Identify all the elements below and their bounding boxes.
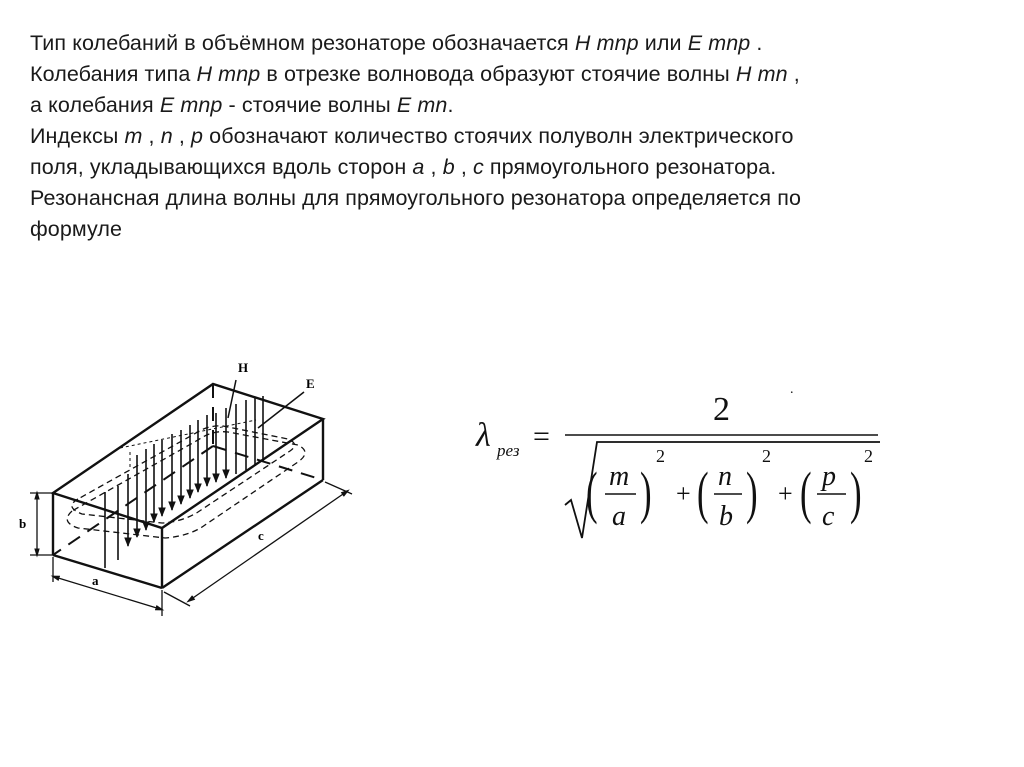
svg-text:n: n — [718, 461, 732, 492]
svg-text:2: 2 — [656, 446, 665, 466]
dimension-c — [164, 482, 352, 606]
svg-text:b: b — [719, 501, 733, 532]
formula-subscript: рез — [497, 441, 520, 460]
label-b: b — [19, 516, 27, 531]
text-line-3: а колебания E mnp - стоячие волны E mn. — [30, 93, 454, 117]
text-line-7: формуле — [30, 217, 123, 241]
dimension-b — [30, 493, 53, 555]
formula-equals: = — [533, 420, 550, 453]
svg-text:c: c — [822, 501, 835, 532]
slide-text — [30, 28, 990, 245]
formula-lambda: λ — [476, 417, 491, 454]
svg-text:): ) — [850, 461, 862, 526]
label-h: H — [238, 360, 249, 375]
svg-text:p: p — [822, 461, 836, 492]
text-line-4: Индексы m , n , p обозначают количество стоячих полуволн электрического — [30, 124, 794, 148]
svg-text:a: a — [612, 501, 626, 532]
resonator-diagram — [14, 352, 364, 627]
svg-text:2: 2 — [762, 446, 771, 466]
label-e: E — [306, 376, 315, 391]
formula-dot: . — [790, 382, 794, 397]
label-c: c — [258, 528, 264, 543]
text-line-1: Тип колебаний в объёмном резонаторе обозначается H mnp или E mnp . — [30, 31, 763, 55]
svg-text:(: ( — [799, 461, 812, 526]
svg-text:m: m — [609, 461, 630, 492]
term-m-a — [586, 446, 665, 532]
dimension-a — [53, 557, 162, 616]
label-leaders — [228, 380, 304, 428]
text-line-2: Колебания типа H mnp в отрезке волновода образуют стоячие волны H mn , — [30, 62, 800, 86]
text-line-5: поля, укладывающихся вдоль сторон a , b , c прямоугольного резонатора. — [30, 155, 777, 179]
plus-1: + — [676, 479, 691, 508]
svg-text:): ) — [640, 461, 652, 526]
e-field-lines — [105, 396, 263, 568]
label-a: a — [92, 573, 99, 588]
svg-text:2: 2 — [864, 446, 873, 466]
box-edges — [53, 384, 323, 588]
plus-2: + — [778, 479, 793, 508]
resonant-wavelength-formula — [470, 378, 890, 558]
term-n-b — [697, 446, 771, 532]
text-line-6: Резонансная длина волны для прямоугольного резонатора определяется по — [30, 186, 802, 210]
term-p-c — [800, 446, 873, 532]
formula-numerator: 2 — [713, 391, 730, 428]
svg-text:): ) — [746, 461, 758, 526]
svg-text:(: ( — [697, 461, 709, 526]
h-field-loops — [67, 426, 305, 538]
svg-text:(: ( — [586, 461, 598, 526]
